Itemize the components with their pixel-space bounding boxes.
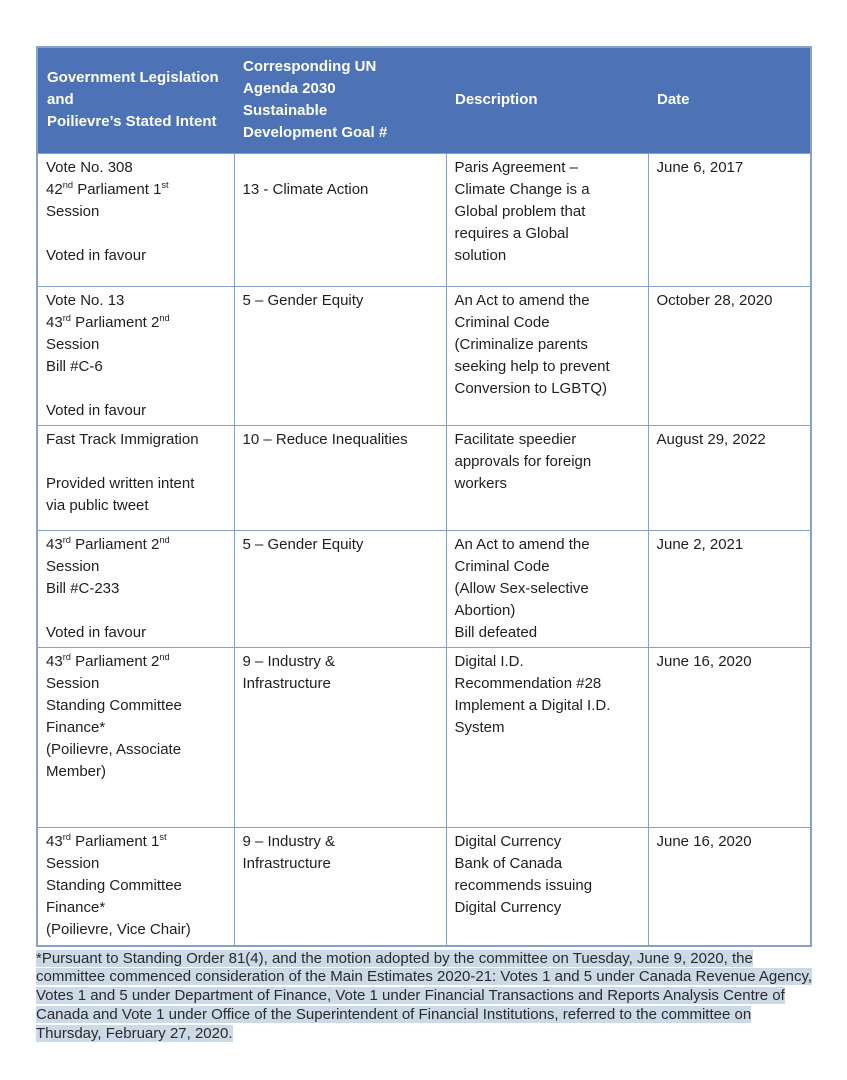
- cell-date: August 29, 2022: [648, 425, 811, 530]
- cell-description: Facilitate speedier approvals for foreign workers: [446, 425, 648, 530]
- legislation-table: [36, 46, 812, 947]
- cell-legislation: 43rd Parliament 1st Session Standing Committee Finance* (Poilievre, Vice Chair): [37, 828, 234, 946]
- cell-date: June 6, 2017: [648, 153, 811, 286]
- cell-sdg-goal: 10 – Reduce Inequalities: [234, 425, 446, 530]
- cell-sdg-goal: 5 – Gender Equity: [234, 530, 446, 647]
- table-row: [37, 425, 811, 530]
- header-row: [37, 47, 811, 153]
- header-cell-legislation: Government Legislation and Poilievre’s Stated Intent: [37, 47, 234, 153]
- cell-description: Digital I.D. Recommendation #28 Implement a Digital I.D. System: [446, 648, 648, 828]
- table-body: [37, 153, 811, 946]
- header-cell-description: Description: [446, 47, 648, 153]
- table-row: [37, 530, 811, 647]
- table-row: [37, 286, 811, 425]
- cell-sdg-goal: 9 – Industry & Infrastructure: [234, 828, 446, 946]
- cell-legislation: 43rd Parliament 2nd Session Standing Committee Finance* (Poilievre, Associate Member): [37, 648, 234, 828]
- cell-legislation: Vote No. 308 42nd Parliament 1st Session Voted in favour: [37, 153, 234, 286]
- cell-legislation: Fast Track Immigration Provided written intent via public tweet: [37, 425, 234, 530]
- footnote: [36, 950, 812, 1044]
- cell-legislation: 43rd Parliament 2nd Session Bill #C-233 Voted in favour: [37, 530, 234, 647]
- cell-date: June 16, 2020: [648, 828, 811, 946]
- cell-date: June 2, 2021: [648, 530, 811, 647]
- cell-description: An Act to amend the Criminal Code (Allow Sex-selective Abortion) Bill defeated: [446, 530, 648, 647]
- header-cell-sdg-goal: Corresponding UN Agenda 2030 Sustainable Development Goal #: [234, 47, 446, 153]
- header-cell-date: Date: [648, 47, 811, 153]
- cell-date: October 28, 2020: [648, 286, 811, 425]
- cell-description: Digital Currency Bank of Canada recommends issuing Digital Currency: [446, 828, 648, 946]
- table-header: [37, 47, 811, 153]
- table-row: [37, 153, 811, 286]
- cell-date: June 16, 2020: [648, 648, 811, 828]
- cell-legislation: Vote No. 13 43rd Parliament 2nd Session Bill #C-6 Voted in favour: [37, 286, 234, 425]
- table-row: [37, 648, 811, 828]
- cell-sdg-goal: 5 – Gender Equity: [234, 286, 446, 425]
- cell-description: An Act to amend the Criminal Code (Criminalize parents seeking help to prevent Conversion to LGBTQ): [446, 286, 648, 425]
- table-row: [37, 828, 811, 946]
- cell-sdg-goal: 9 – Industry & Infrastructure: [234, 648, 446, 828]
- cell-description: Paris Agreement – Climate Change is a Global problem that requires a Global solution: [446, 153, 648, 286]
- cell-sdg-goal: 13 - Climate Action: [234, 153, 446, 286]
- footnote-highlighted-text: *Pursuant to Standing Order 81(4), and the motion adopted by the committee on Tuesday, June 9, 2020, the committee commenced consideration of the Main Estimates 2020-21: Votes 1 and 5 under Canada Revenue Agency, Votes 1 and 5 under Department of Finance, Vote 1 under Financial Transactions and Reports Analysis Centre of Canada and Vote 1 under Office of the Superintendent of Financial Institutions, referred to the committee on Thursday, February 27, 2020.: [36, 949, 813, 1042]
